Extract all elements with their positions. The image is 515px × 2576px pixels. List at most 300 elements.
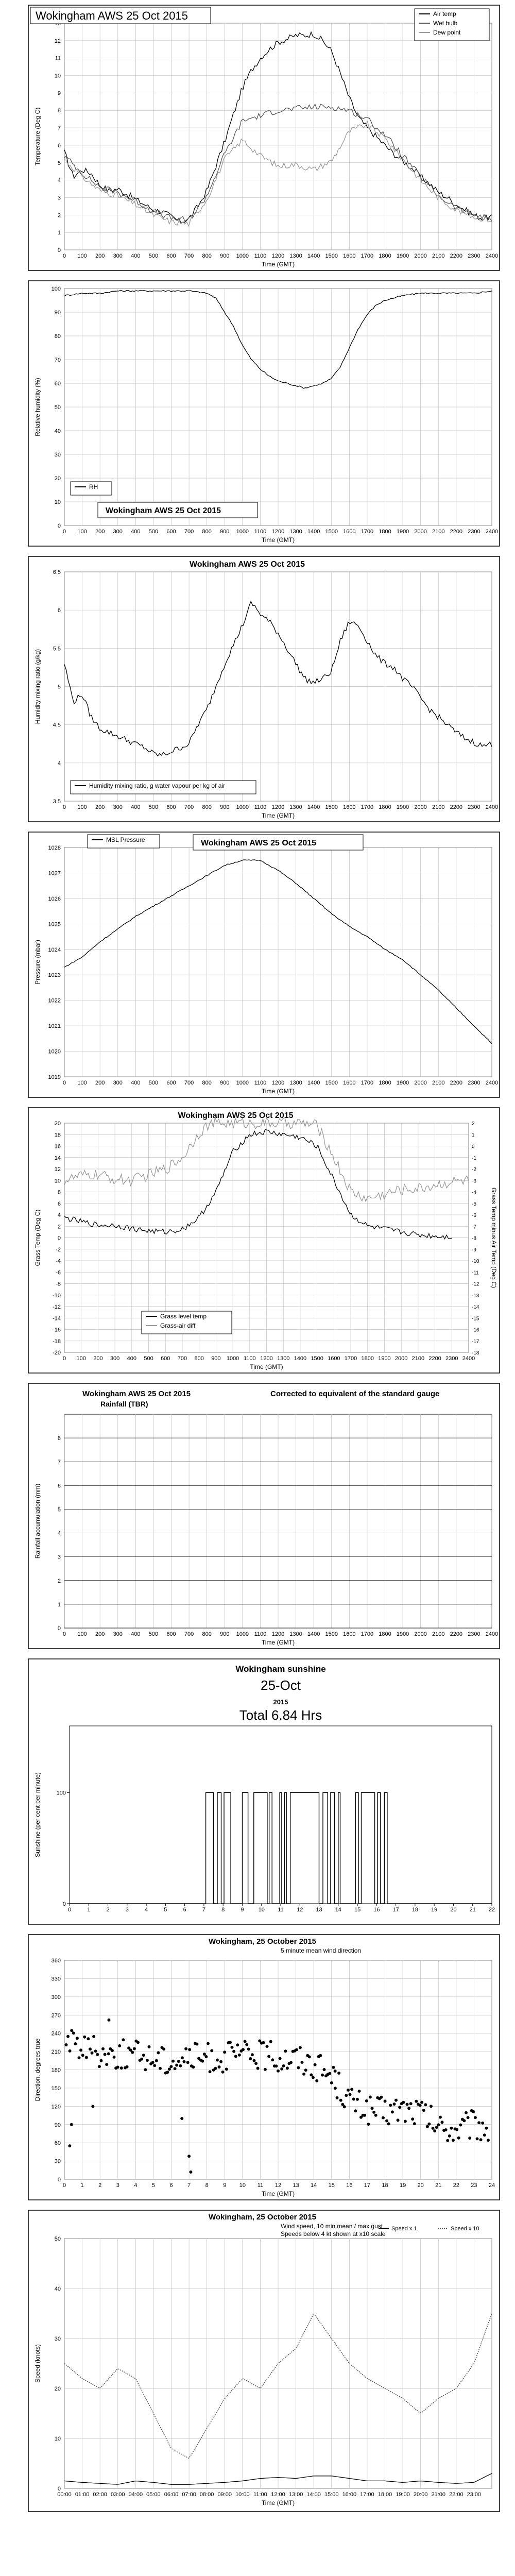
chart-mixing bbox=[28, 556, 500, 822]
x-tick-label: 2100 bbox=[432, 804, 445, 810]
x-tick-label: 1200 bbox=[271, 253, 285, 259]
direction-point bbox=[369, 2095, 372, 2098]
y-right-tick-label: -2 bbox=[472, 1167, 476, 1173]
y-tick-label: 20 bbox=[54, 1121, 61, 1127]
x-tick-label: 1500 bbox=[325, 529, 338, 535]
x-tick-label: 1500 bbox=[325, 804, 338, 810]
direction-point bbox=[284, 2049, 287, 2053]
x-tick-label: 900 bbox=[220, 1080, 230, 1086]
x-tick-label: 2400 bbox=[485, 253, 499, 259]
direction-point bbox=[448, 2134, 451, 2138]
y-tick-label: 330 bbox=[51, 1976, 61, 1982]
x-tick-label: 1600 bbox=[343, 529, 356, 535]
x-tick-label: 300 bbox=[110, 1355, 120, 1362]
x-tick-label: 1100 bbox=[254, 253, 267, 259]
x-tick-label: 2200 bbox=[428, 1355, 441, 1362]
y-tick-label: 210 bbox=[51, 2049, 61, 2056]
x-tick-label: 2400 bbox=[485, 529, 499, 535]
x-tick-label: 8 bbox=[221, 1907, 225, 1913]
x-tick-label: 600 bbox=[166, 804, 176, 810]
x-tick-label: 300 bbox=[113, 1631, 123, 1637]
direction-point bbox=[245, 2043, 248, 2046]
y-tick-label: 16 bbox=[54, 1143, 61, 1150]
y-tick-label: -6 bbox=[56, 1269, 61, 1276]
x-tick-label: 1700 bbox=[360, 1080, 374, 1086]
y-tick-label: 5 bbox=[57, 1506, 61, 1513]
chart-total: Total 6.84 Hrs bbox=[239, 1707, 322, 1723]
chart-title: Wokingham, 25 October 2015 bbox=[209, 2213, 316, 2222]
x-tick-label: 1800 bbox=[379, 253, 391, 259]
direction-point bbox=[441, 2121, 444, 2124]
direction-point bbox=[411, 2117, 414, 2121]
x-tick-label: 1600 bbox=[343, 253, 356, 259]
direction-point bbox=[266, 2045, 269, 2048]
direction-point bbox=[374, 2114, 377, 2117]
direction-point bbox=[371, 2107, 374, 2110]
y-tick-label: 0 bbox=[57, 1625, 61, 1632]
x-tick-label: 8 bbox=[205, 2182, 209, 2189]
y-tick-label: 4 bbox=[57, 760, 61, 767]
y-tick-label: 5.5 bbox=[53, 646, 61, 652]
y-tick-label: 12 bbox=[54, 1166, 61, 1173]
direction-point bbox=[166, 2071, 169, 2074]
y-tick-label: 1 bbox=[57, 230, 61, 236]
chart-temperature bbox=[28, 5, 500, 270]
x-tick-label: 2200 bbox=[450, 804, 463, 810]
x-tick-label: 700 bbox=[184, 1080, 194, 1086]
x-tick-label: 2200 bbox=[450, 253, 463, 259]
x-tick-label: 100 bbox=[76, 1355, 86, 1362]
y-tick-label: 1027 bbox=[48, 870, 61, 877]
y-tick-label: 0 bbox=[57, 2177, 61, 2183]
direction-point bbox=[157, 2051, 160, 2054]
direction-point bbox=[406, 2103, 409, 2106]
direction-point bbox=[487, 2139, 490, 2142]
x-tick-label: 2400 bbox=[485, 1631, 499, 1637]
direction-point bbox=[394, 2099, 398, 2102]
x-tick-label: 9 bbox=[223, 2182, 227, 2189]
y-tick-label: 80 bbox=[54, 333, 61, 340]
y-tick-label: 5 bbox=[57, 160, 61, 166]
direction-point bbox=[345, 2094, 348, 2097]
x-tick-label: 2000 bbox=[414, 529, 427, 535]
x-tick-label: 19 bbox=[399, 2182, 406, 2189]
x-tick-label: 900 bbox=[220, 804, 230, 810]
direction-point bbox=[319, 2054, 322, 2057]
x-axis-label: Time (GMT) bbox=[261, 1639, 295, 1646]
x-tick-label: 13:00 bbox=[288, 2492, 303, 2498]
y-tick-label: 18 bbox=[54, 1132, 61, 1139]
direction-point bbox=[382, 2116, 385, 2120]
y-tick-label: 8 bbox=[57, 1189, 61, 1196]
y-right-tick-label: -3 bbox=[472, 1178, 476, 1184]
x-axis-label: Time (GMT) bbox=[261, 2499, 295, 2506]
x-tick-label: 1600 bbox=[343, 1631, 356, 1637]
x-tick-label: 2300 bbox=[445, 1355, 458, 1362]
x-tick-label: 500 bbox=[148, 804, 159, 810]
y-tick-label: 100 bbox=[51, 286, 61, 292]
x-tick-label: 1500 bbox=[325, 253, 338, 259]
direction-point bbox=[66, 2035, 70, 2038]
legend-label: MSL Pressure bbox=[106, 836, 145, 843]
y-tick-label: 20 bbox=[54, 2386, 61, 2392]
direction-point bbox=[267, 2055, 270, 2058]
direction-point bbox=[231, 2046, 234, 2049]
direction-point bbox=[148, 2045, 151, 2048]
chart-pressure bbox=[28, 832, 500, 1097]
y-tick-label: 50 bbox=[54, 404, 61, 411]
direction-point bbox=[68, 2049, 72, 2053]
y-tick-label: -14 bbox=[53, 1315, 61, 1322]
direction-point bbox=[274, 2064, 278, 2067]
x-tick-label: 1800 bbox=[379, 1631, 391, 1637]
direction-point bbox=[302, 2073, 305, 2076]
direction-point bbox=[188, 2048, 191, 2051]
y-tick-label: -20 bbox=[53, 1350, 61, 1356]
direction-point bbox=[435, 2126, 438, 2129]
direction-point bbox=[74, 2042, 77, 2045]
chart-title: Wokingham sunshine bbox=[235, 1664, 326, 1674]
x-tick-label: 1900 bbox=[396, 1080, 409, 1086]
direction-point bbox=[476, 2137, 479, 2140]
x-tick-label: 23 bbox=[471, 2182, 477, 2189]
chart-grass bbox=[28, 1108, 500, 1373]
x-tick-label: 200 bbox=[95, 529, 105, 535]
x-tick-label: 22 bbox=[453, 2182, 459, 2189]
direction-point bbox=[301, 2061, 304, 2064]
y-axis-label: Direction, degrees true bbox=[34, 2038, 41, 2102]
x-tick-label: 2300 bbox=[468, 529, 480, 535]
x-tick-label: 1900 bbox=[396, 804, 409, 810]
x-tick-label: 0 bbox=[67, 1907, 72, 1913]
direction-point bbox=[120, 2066, 123, 2070]
direction-point bbox=[183, 2060, 186, 2063]
x-tick-label: 400 bbox=[131, 1080, 141, 1086]
legend-label: Humidity mixing ratio, g water vapour per kg of air bbox=[89, 782, 226, 789]
direction-point bbox=[105, 2063, 108, 2066]
direction-point bbox=[365, 2099, 368, 2103]
direction-point bbox=[113, 2056, 116, 2059]
y-tick-label: 6.5 bbox=[53, 569, 61, 575]
x-tick-label: 1800 bbox=[379, 804, 391, 810]
direction-point bbox=[140, 2058, 143, 2061]
x-tick-label: 1200 bbox=[271, 1631, 285, 1637]
x-tick-label: 300 bbox=[113, 253, 123, 259]
x-tick-label: 16 bbox=[346, 2182, 353, 2189]
chart-title: Wokingham AWS 25 Oct 2015 bbox=[82, 1389, 191, 1398]
x-tick-label: 600 bbox=[166, 529, 176, 535]
direction-point bbox=[179, 2064, 182, 2067]
y-tick-label: 10 bbox=[54, 2436, 61, 2442]
y-tick-label: 4 bbox=[57, 1530, 61, 1537]
x-tick-label: 200 bbox=[95, 1631, 105, 1637]
direction-point bbox=[385, 2120, 388, 2123]
x-tick-label: 200 bbox=[93, 1355, 103, 1362]
x-tick-label: 2100 bbox=[411, 1355, 425, 1362]
x-tick-label: 1400 bbox=[307, 1080, 320, 1086]
direction-point bbox=[404, 2120, 407, 2123]
direction-point bbox=[175, 2064, 178, 2067]
direction-point bbox=[85, 2056, 88, 2059]
x-tick-label: 09:00 bbox=[217, 2492, 232, 2498]
x-tick-label: 22 bbox=[488, 1907, 495, 1913]
direction-point bbox=[214, 2067, 217, 2070]
x-axis-label: Time (GMT) bbox=[261, 1088, 295, 1095]
x-tick-label: 2000 bbox=[414, 1080, 427, 1086]
direction-point bbox=[452, 2139, 455, 2142]
y-tick-label: 3 bbox=[57, 1554, 61, 1561]
y-axis-label: Pressure (mbar) bbox=[34, 940, 41, 985]
direction-point bbox=[131, 2051, 134, 2054]
direction-point bbox=[279, 2057, 282, 2060]
legend-label: Speed x 1 bbox=[391, 2226, 417, 2232]
x-tick-label: 100 bbox=[77, 529, 87, 535]
y-tick-label: 7 bbox=[57, 1459, 61, 1466]
x-tick-label: 11 bbox=[278, 1907, 284, 1913]
direction-point bbox=[153, 2064, 156, 2067]
direction-point bbox=[242, 2048, 245, 2051]
y-tick-label: -10 bbox=[53, 1292, 61, 1299]
x-tick-label: 0 bbox=[62, 1631, 66, 1637]
direction-point bbox=[210, 2049, 213, 2052]
direction-point bbox=[155, 2059, 158, 2062]
y-axis-label: Speed (knots) bbox=[34, 2344, 41, 2383]
direction-point bbox=[282, 2064, 285, 2067]
direction-point bbox=[94, 2049, 97, 2053]
direction-point bbox=[91, 2052, 94, 2055]
x-tick-label: 7 bbox=[187, 2182, 191, 2189]
x-tick-label: 1300 bbox=[289, 253, 302, 259]
y-right-tick-label: -6 bbox=[472, 1213, 476, 1218]
direction-point bbox=[83, 2036, 86, 2039]
x-tick-label: 100 bbox=[77, 1631, 87, 1637]
y-tick-label: 6 bbox=[57, 1200, 61, 1207]
direction-point bbox=[91, 2105, 94, 2108]
direction-point bbox=[196, 2043, 199, 2046]
x-tick-label: 18:00 bbox=[377, 2492, 392, 2498]
direction-point bbox=[177, 2060, 180, 2063]
x-tick-label: 5 bbox=[151, 2182, 155, 2189]
direction-point bbox=[347, 2089, 350, 2092]
x-tick-label: 700 bbox=[184, 253, 194, 259]
direction-point bbox=[308, 2055, 311, 2058]
legend-label: Dew point bbox=[433, 29, 461, 36]
x-tick-label: 3 bbox=[116, 2182, 119, 2189]
direction-point bbox=[343, 2105, 346, 2108]
direction-point bbox=[96, 2053, 99, 2056]
x-tick-label: 1700 bbox=[344, 1355, 357, 1362]
direction-point bbox=[323, 2068, 326, 2071]
chart-wind_speed bbox=[28, 2210, 500, 2512]
x-tick-label: 200 bbox=[95, 804, 105, 810]
y-tick-label: 2 bbox=[57, 212, 61, 219]
y-tick-label: 3 bbox=[57, 195, 61, 201]
y-tick-label: 6 bbox=[57, 607, 61, 614]
x-tick-label: 100 bbox=[77, 253, 87, 259]
direction-point bbox=[229, 2041, 232, 2044]
x-tick-label: 03:00 bbox=[110, 2492, 125, 2498]
chart-title: Wokingham AWS 25 Oct 2015 bbox=[189, 560, 305, 569]
legend bbox=[88, 835, 160, 848]
x-tick-label: 2300 bbox=[468, 1631, 480, 1637]
x-tick-label: 200 bbox=[95, 1080, 105, 1086]
y-right-tick-label: -11 bbox=[472, 1270, 479, 1276]
chart-humidity bbox=[28, 281, 500, 546]
x-tick-label: 900 bbox=[220, 253, 230, 259]
x-tick-label: 600 bbox=[166, 1080, 176, 1086]
x-tick-label: 7 bbox=[202, 1907, 205, 1913]
y-tick-label: 4.5 bbox=[53, 722, 61, 728]
y-tick-label: 30 bbox=[54, 2336, 61, 2342]
y-tick-label: 10 bbox=[54, 1178, 61, 1184]
x-tick-label: 2400 bbox=[485, 804, 499, 810]
direction-point bbox=[407, 2107, 410, 2110]
legend-label: Air temp bbox=[433, 10, 456, 18]
x-tick-label: 15 bbox=[354, 1907, 361, 1913]
x-tick-label: 21 bbox=[469, 1907, 476, 1913]
x-tick-label: 24 bbox=[488, 2182, 495, 2189]
direction-point bbox=[468, 2137, 471, 2140]
direction-point bbox=[350, 2088, 353, 2091]
x-tick-label: 16 bbox=[373, 1907, 380, 1913]
y-tick-label: 90 bbox=[54, 2122, 61, 2128]
x-tick-label: 1500 bbox=[325, 1080, 338, 1086]
x-tick-label: 600 bbox=[166, 1631, 176, 1637]
direction-point bbox=[409, 2102, 413, 2105]
direction-point bbox=[389, 2104, 392, 2107]
x-tick-label: 18 bbox=[411, 1907, 419, 1913]
x-tick-label: 15:00 bbox=[324, 2492, 339, 2498]
direction-point bbox=[104, 2053, 107, 2056]
direction-point bbox=[334, 2070, 337, 2073]
x-tick-label: 1000 bbox=[226, 1355, 239, 1362]
direction-point bbox=[201, 2060, 204, 2063]
x-tick-label: 02:00 bbox=[93, 2492, 107, 2498]
direction-point bbox=[187, 2155, 191, 2158]
y-right-tick-label: 0 bbox=[472, 1144, 475, 1150]
x-tick-label: 2200 bbox=[450, 1080, 463, 1086]
x-tick-label: 2 bbox=[98, 2182, 102, 2189]
y-right-tick-label: -14 bbox=[472, 1304, 479, 1310]
y-right-tick-label: -18 bbox=[472, 1350, 479, 1356]
direction-point bbox=[168, 2067, 171, 2071]
y-tick-label: 8 bbox=[57, 108, 61, 114]
y-tick-label: 360 bbox=[51, 1958, 61, 1964]
y-tick-label: 0 bbox=[57, 1235, 61, 1242]
x-tick-label: 20:00 bbox=[413, 2492, 428, 2498]
y-tick-label: 60 bbox=[54, 381, 61, 387]
y-right-tick-label: -8 bbox=[472, 1235, 476, 1242]
direction-point bbox=[477, 2121, 480, 2124]
y-right-tick-label: 1 bbox=[472, 1132, 475, 1139]
x-tick-label: 500 bbox=[148, 1631, 159, 1637]
y-tick-label: 4 bbox=[57, 177, 61, 184]
x-tick-label: 1000 bbox=[236, 529, 249, 535]
x-tick-label: 1600 bbox=[328, 1355, 340, 1362]
x-tick-label: 2400 bbox=[485, 1080, 499, 1086]
direction-point bbox=[247, 2047, 250, 2050]
direction-point bbox=[171, 2060, 175, 2063]
x-tick-label: 0 bbox=[62, 1355, 66, 1362]
direction-point bbox=[81, 2054, 84, 2057]
x-tick-label: 1 bbox=[87, 1907, 91, 1913]
x-tick-label: 800 bbox=[202, 804, 212, 810]
x-tick-label: 2000 bbox=[414, 1631, 427, 1637]
direction-point bbox=[459, 2124, 462, 2127]
y-right-tick-label: -7 bbox=[472, 1224, 476, 1230]
direction-point bbox=[238, 2054, 241, 2057]
x-tick-label: 14 bbox=[335, 1907, 341, 1913]
y-tick-label: 4 bbox=[57, 1212, 61, 1218]
legend-label: Grass-air diff bbox=[160, 1322, 196, 1329]
y-tick-label: 1023 bbox=[48, 972, 61, 979]
x-tick-label: 4 bbox=[134, 2182, 138, 2189]
direction-point bbox=[72, 2031, 75, 2035]
y-tick-label: 1021 bbox=[48, 1023, 61, 1030]
plot-area bbox=[70, 1726, 492, 1904]
y-tick-label: 240 bbox=[51, 2030, 61, 2037]
y-tick-label: -8 bbox=[56, 1281, 61, 1287]
x-tick-label: 2400 bbox=[462, 1355, 475, 1362]
y-tick-label: 50 bbox=[54, 2236, 61, 2242]
chart-wind_dir bbox=[28, 1935, 500, 2200]
x-tick-label: 17:00 bbox=[360, 2492, 374, 2498]
y-tick-label: 120 bbox=[51, 2104, 61, 2110]
y-right-tick-label: 2 bbox=[472, 1121, 475, 1127]
x-tick-label: 1100 bbox=[254, 1631, 267, 1637]
direction-point bbox=[462, 2119, 466, 2122]
legend-label: RH bbox=[89, 483, 98, 490]
direction-point bbox=[439, 2116, 442, 2119]
x-tick-label: 1700 bbox=[360, 253, 374, 259]
x-tick-label: 400 bbox=[131, 529, 141, 535]
y-tick-label: 12 bbox=[54, 38, 61, 44]
y-tick-label: 1026 bbox=[48, 895, 61, 902]
y-right-tick-label: -15 bbox=[472, 1316, 479, 1322]
direction-point bbox=[465, 2111, 468, 2114]
x-tick-label: 22:00 bbox=[449, 2492, 464, 2498]
y-axis-label: Relative humidity (%) bbox=[34, 378, 41, 436]
direction-point bbox=[244, 2040, 247, 2043]
direction-point bbox=[277, 2070, 280, 2073]
chart-note: Speeds below 4 kt shown at x10 scale bbox=[281, 2230, 386, 2238]
x-tick-label: 500 bbox=[148, 1080, 159, 1086]
direction-point bbox=[107, 2019, 110, 2022]
x-tick-label: 1300 bbox=[289, 804, 302, 810]
x-tick-label: 800 bbox=[202, 529, 212, 535]
x-tick-label: 1000 bbox=[236, 253, 249, 259]
direction-point bbox=[413, 2122, 416, 2125]
x-tick-label: 4 bbox=[145, 1907, 148, 1913]
direction-point bbox=[295, 2048, 298, 2052]
direction-point bbox=[332, 2066, 335, 2069]
direction-point bbox=[349, 2093, 352, 2096]
direction-point bbox=[310, 2073, 313, 2076]
direction-point bbox=[467, 2116, 470, 2119]
legend bbox=[415, 9, 489, 41]
direction-point bbox=[133, 2047, 136, 2050]
x-tick-label: 1400 bbox=[307, 1631, 320, 1637]
direction-point bbox=[372, 2111, 375, 2114]
x-tick-label: 10:00 bbox=[235, 2492, 250, 2498]
x-tick-label: 500 bbox=[148, 253, 159, 259]
direction-point bbox=[380, 2096, 383, 2099]
direction-point bbox=[225, 2067, 228, 2071]
y-tick-label: 0 bbox=[62, 1901, 66, 1907]
x-tick-label: 06:00 bbox=[164, 2492, 179, 2498]
direction-point bbox=[70, 2029, 73, 2032]
x-tick-label: 15 bbox=[328, 2182, 335, 2189]
